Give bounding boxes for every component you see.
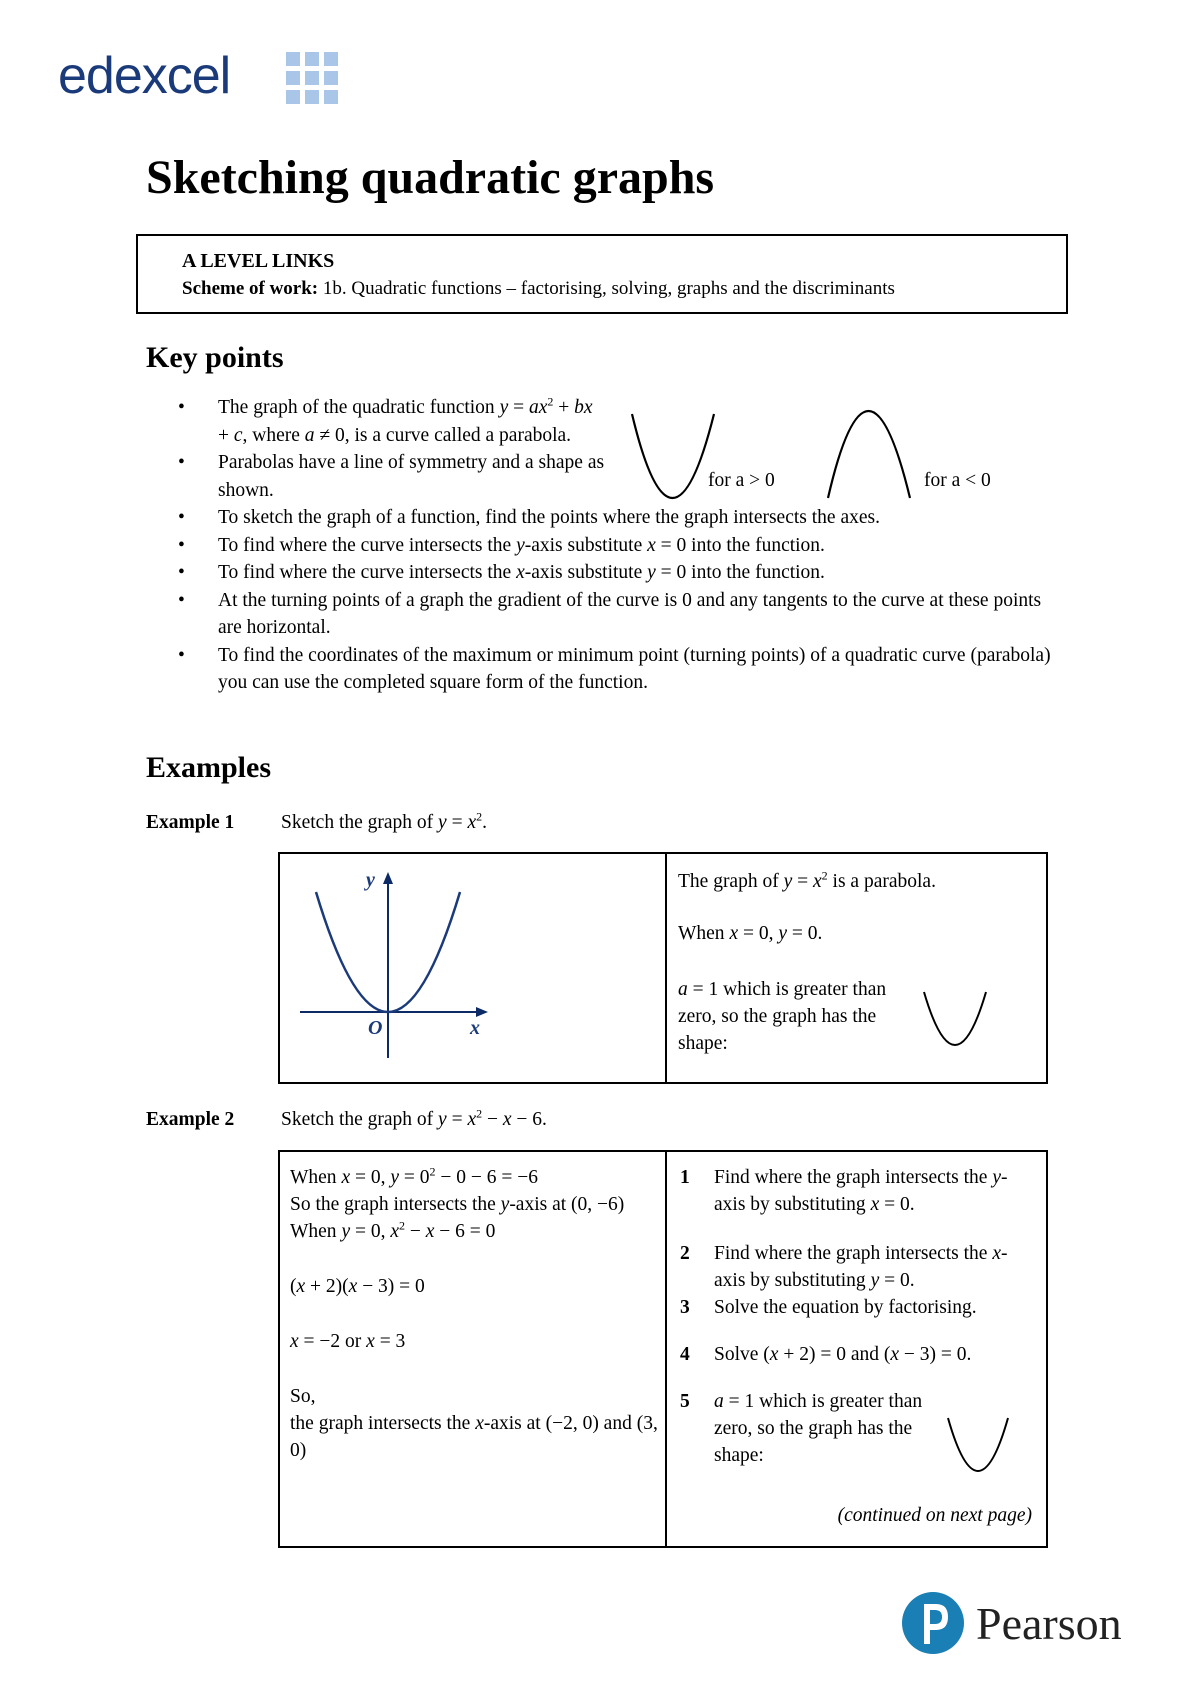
shape-label-negative: for a < 0: [924, 470, 991, 491]
table-divider: [665, 1152, 667, 1546]
page-title: Sketching quadratic graphs: [146, 151, 715, 204]
list-item: • To sketch the graph of a function, find the points where the graph intersects the axes.: [178, 507, 880, 528]
y-axis-arrow-icon: [383, 872, 393, 884]
list-item: • To find where the curve intersects the x-axis substitute y = 0 into the function.: [178, 562, 825, 583]
example-1-question: Sketch the graph of $y = x^2$.: [281, 809, 487, 833]
n-shape-parabola-icon: [822, 402, 914, 500]
origin-label: O: [368, 1017, 383, 1039]
step-2: 2 Find where the graph intersects the x-axis by substituting y = 0.: [680, 1243, 1008, 1291]
ex2-working: When x = 0, $y = 0^2 - 0 - 6 = -6$ So the graph intersects the y-axis at (0, −6) When y = 0, $x^2 - x - 6 = 0$ (x + 2)(x − 3) = 0 x = −2 or x = 3 So, the graph intersects the x-axis at (−2, 0) and (3, 0): [290, 1164, 658, 1461]
ex1-note-2: When x = 0, y = 0.: [678, 923, 823, 944]
list-item: • At the turning points of a graph the gradient of the curve is 0 and any tangents to the curve at these points are horizontal.: [178, 589, 1042, 638]
u-shape-parabola-icon: [920, 988, 990, 1050]
table-divider: [665, 854, 667, 1082]
key-points-list: [178, 394, 1058, 697]
step-1: 1 Find where the graph intersects the y-axis by substituting x = 0.: [680, 1167, 1008, 1215]
example-2-label: Example 2: [146, 1109, 235, 1130]
list-item: • To find where the curve intersects the y-axis substitute x = 0 into the function.: [178, 534, 825, 556]
edexcel-logo: edexcel: [58, 47, 231, 105]
x-axis-arrow-icon: [476, 1007, 488, 1017]
links-heading: A LEVEL LINKS: [182, 250, 335, 272]
list-item: • The graph of the quadratic function $y = ax^2$ + bx + c, where a ≠ 0, is a curve called a parabola.: [178, 394, 593, 446]
edexcel-logo-grid-icon: [286, 52, 338, 104]
step-4: 4 Solve (x + 2) = 0 and (x − 3) = 0.: [680, 1344, 972, 1365]
pearson-logo-icon: [900, 1588, 966, 1658]
ex1-note-1: The graph of $y = x^2$ is a parabola.: [678, 868, 936, 892]
y-axis-label: y: [366, 869, 375, 891]
u-shape-parabola-icon: [944, 1414, 1012, 1476]
example-2-question: Sketch the graph of $y = x^2 - x - 6$.: [281, 1106, 547, 1130]
example-1-table: [278, 852, 1048, 1084]
step-5: 5 a = 1 which is greater than zero, so the graph has the shape:: [680, 1391, 923, 1466]
pearson-logo-text: Pearson: [976, 1598, 1122, 1649]
step-3: 3 Solve the equation by factorising.: [680, 1297, 977, 1318]
example-1-label: Example 1: [146, 812, 235, 833]
example-1-graph: [296, 862, 496, 1072]
continued-note: (continued on next page): [837, 1505, 1032, 1526]
a-level-links-box: [136, 234, 1068, 314]
examples-heading: Examples: [146, 751, 272, 784]
scheme-text: 1b. Quadratic functions – factorising, solving, graphs and the discriminants: [318, 278, 895, 299]
shape-label-positive: for a > 0: [708, 470, 775, 491]
list-item: • To find the coordinates of the maximum or minimum point (turning points) of a quadratic curve (parabola) you can use the completed square form of the function.: [178, 644, 1051, 693]
u-shape-parabola-icon: [628, 410, 718, 506]
example-2-table: [278, 1150, 1048, 1548]
key-points-heading: Key points: [146, 341, 284, 374]
list-item: • Parabolas have a line of symmetry and a shape as shown.: [178, 452, 605, 501]
x-axis-label: x: [470, 1017, 480, 1039]
ex1-note-3: a = 1 which is greater than zero, so the graph has the shape:: [678, 979, 887, 1054]
scheme-of-work-line: [182, 278, 895, 300]
scheme-label: Scheme of work:: [182, 278, 319, 299]
